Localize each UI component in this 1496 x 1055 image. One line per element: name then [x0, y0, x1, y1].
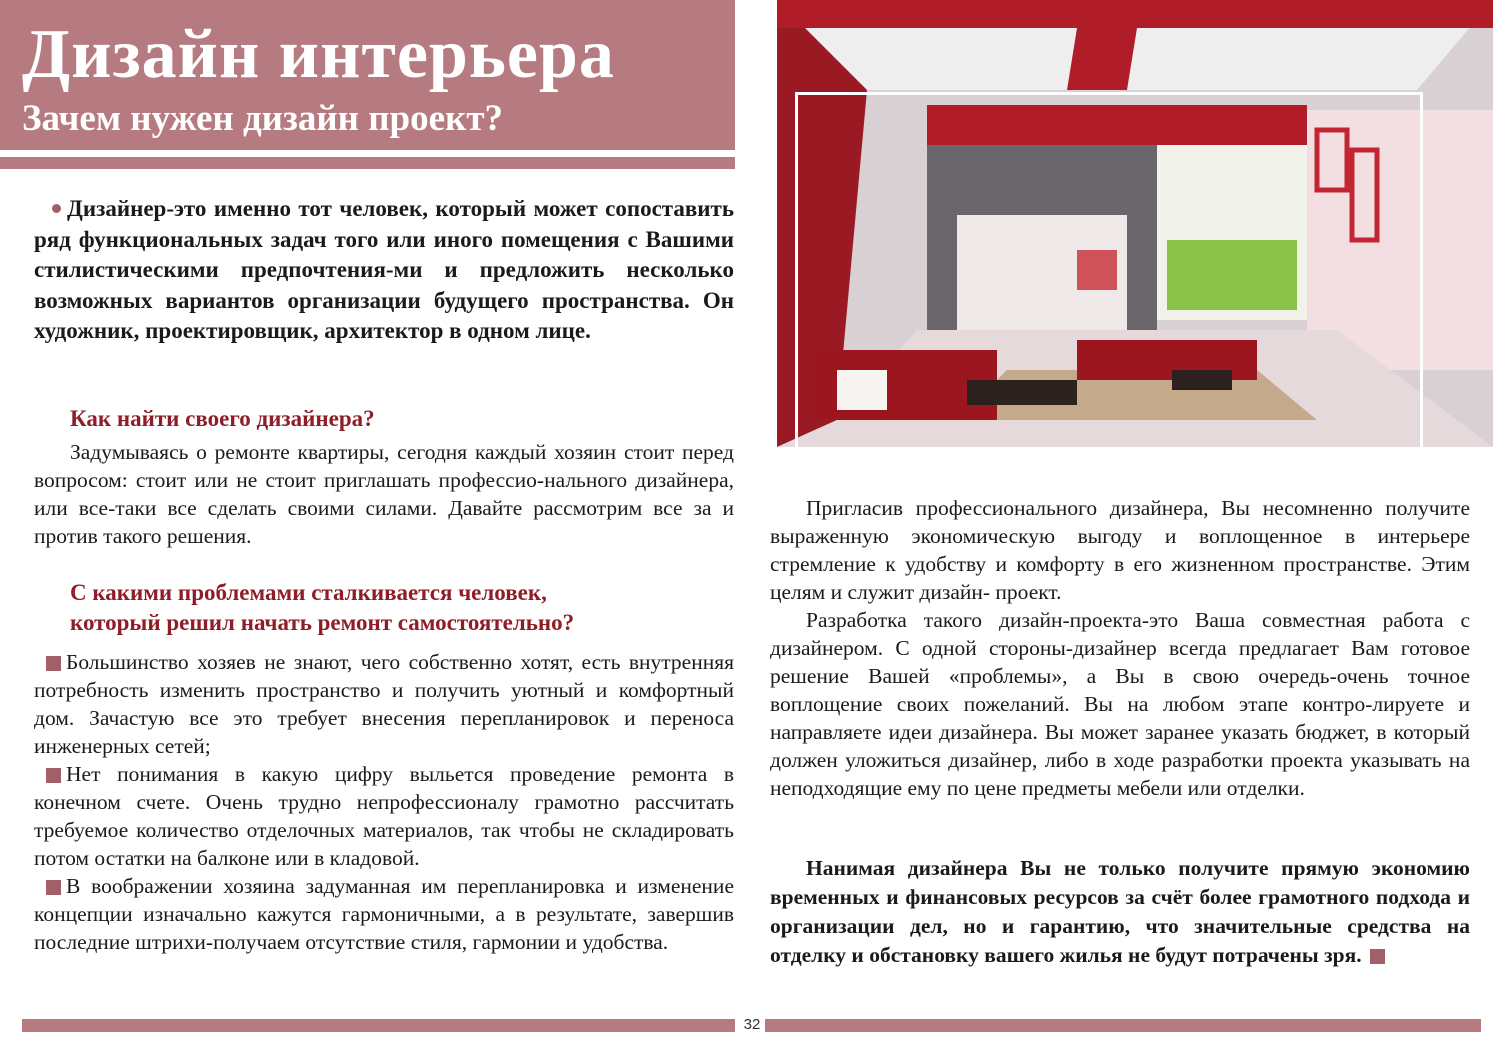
- header-rule: [0, 157, 735, 169]
- square-bullet-icon: [46, 880, 61, 895]
- section1-text: Задумываясь о ремонте квартиры, сегодня каждый хозяин стоит перед вопросом: стоит или не стоит приглашать профессио-нального дизайнера, или все-таки все сделать своими силами. Давайте рассмотрим все за и против такого решения.: [34, 440, 734, 548]
- page-subtitle: Зачем нужен дизайн проект?: [22, 98, 504, 139]
- list-item: Нет понимания в какую цифру выльется проведение ремонта в конечном счете. Очень трудно непрофессионалу грамотно рассчитать требуемое количество отделочных материалов, так чтобы не складировать потом остатки на балконе или в кладовой.: [34, 762, 734, 870]
- header-band: [0, 0, 735, 150]
- section1-heading: Как найти своего дизайнера?: [70, 406, 375, 431]
- intro-paragraph: Дизайнер-это именно тот человек, который может сопоставить ряд функциональных задач того или иного помещения с Вашими стилистическими предпочтения-ми и предложить несколько возможных вариантов организации будущего пространства. Он художник, проектировщик, архитектор в одном лице.: [34, 196, 734, 343]
- footer-bar-right: [765, 1019, 1481, 1032]
- footer-bar-left: [22, 1019, 735, 1032]
- right-conclusion: Нанимая дизайнера Вы не только получите прямую экономию временных и финансовых ресурсов за счёт более грамотного подхода и организации дел, но и гарантию, что значительные средства на отделку и обстановку вашего жилья не будут потрачены зря.: [770, 856, 1470, 967]
- square-bullet-icon: [46, 656, 61, 671]
- list-item: Большинство хозяев не знают, чего собственно хотят, есть внутренняя потребность изменить пространство и получить уютный и комфортный дом. Зачастую все это требует внесения перепланировок и переноса инженерных сетей;: [34, 650, 734, 758]
- problems-list: [34, 648, 734, 956]
- page-number: 32: [743, 1016, 761, 1033]
- list-item: В воображении хозяина задуманная им перепланировка и изменение концепции изначально кажутся гармоничными, а в результате, завершив последние штрихи-получаем отсутствие стиля, гармонии и удобства.: [34, 874, 734, 954]
- bullet-icon: [52, 204, 61, 213]
- square-bullet-icon: [46, 768, 61, 783]
- right-paragraph-1: Пригласив профессионального дизайнера, Вы несомненно получите выраженную экономическую выгоду и воплощенное в интерьере стремление к удобству и комфорту в его жизненном пространстве. Этим целям и служит дизайн- проект.: [770, 496, 1470, 604]
- section2-heading: С какими проблемами сталкивается человек, который решил начать ремонт самостоятельно?: [70, 580, 575, 635]
- photo-frame: [795, 92, 1423, 482]
- end-square-icon: [1370, 949, 1385, 964]
- page-title: Дизайн интерьера: [22, 16, 615, 93]
- right-paragraph-2: Разработка такого дизайн-проекта-это Ваша совместная работа с дизайнером. С одной стороны-дизайнер всегда предлагает Вам готовое решение Вашей «проблемы», а Вы в свою очередь-очень точное воплощение своих пожеланий. Вы на любом этапе контро-лируете и направляете идеи дизайнера. Вы может заранее указать бюджет, в который должен уложиться дизайнер, либо в ходе разработки проекта указывать на неподходящие ему по цене предметы мебели или отделки.: [770, 608, 1470, 800]
